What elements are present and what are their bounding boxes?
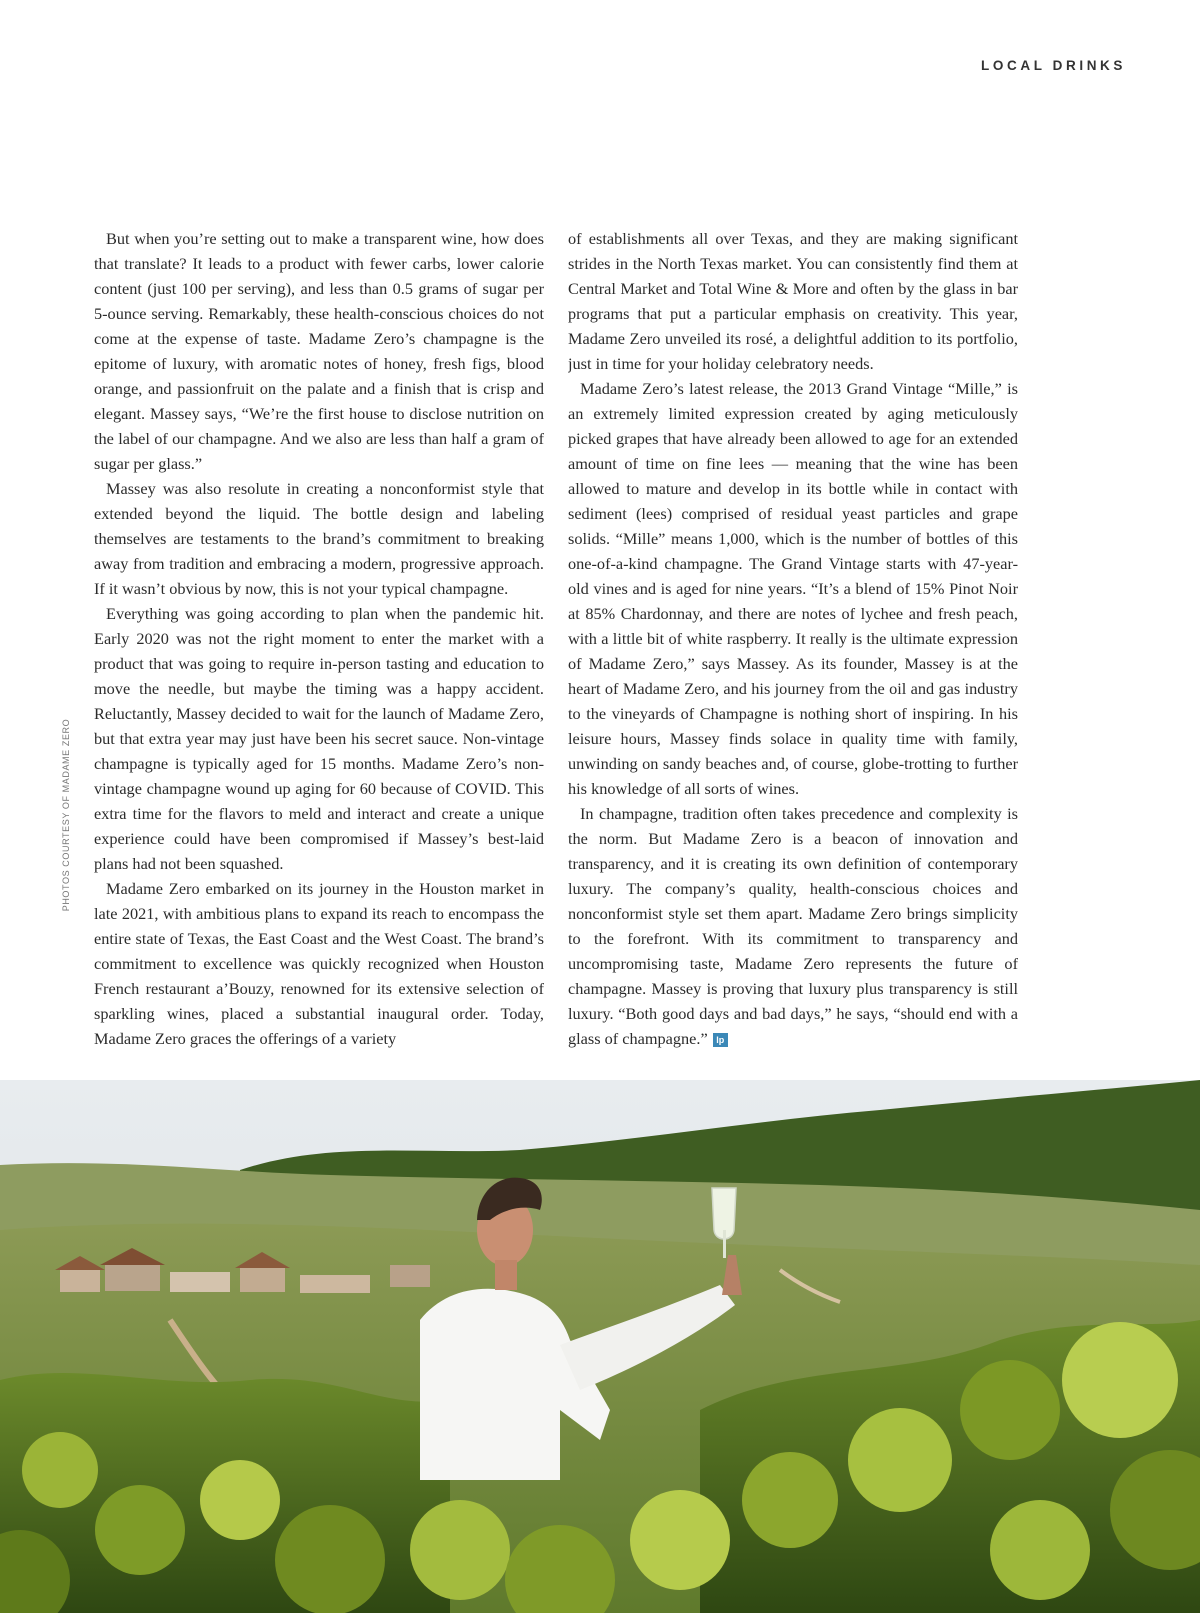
section-label: LOCAL DRINKS — [981, 58, 1126, 73]
article-column-1 — [94, 226, 544, 1052]
paragraph: Madame Zero’s latest release, the 2013 Grand Vintage “Mille,” is an extremely limited expression created by aging meticulously picked grapes that have already been allowed to age for an extended amount of time on fine lees — meaning that the wine has been allowed to mature and develop in its bottle while in contact with sediment (lees) comprised of residual yeast particles and grape solids. “Mille” means 1,000, which is the number of bottles of this one-of-a-kind champagne. The Grand Vintage starts with 47-year-old vines and is aged for nine years. “It’s a blend of 15% Pinot Noir at 85% Chardonnay, and there are notes of lychee and fresh peach, with a little bit of white raspberry. It really is the ultimate expression of Madame Zero,” says Massey. As its founder, Massey is at the heart of Madame Zero, and his journey from the oil and gas industry to the vineyards of Champagne is nothing short of inspiring. In his leisure hours, Massey finds solace in quality time with family, unwinding on sandy beaches and, of course, globe-trotting to further his knowledge of all sorts of wines. — [568, 379, 1018, 798]
paragraph — [568, 801, 1018, 1051]
photo-credit: PHOTOS COURTESY OF MADAME ZERO — [61, 718, 71, 912]
paragraph-text: In champagne, tradition often takes precedence and complexity is the norm. But Madame Zero is a beacon of innovation and transparency, and it is creating its own definition of contemporary luxury. The company’s quality, health-conscious choices and nonconformist style set them apart. Madame Zero brings simplicity to the forefront. With its commitment to transparency and uncompromising taste, Madame Zero represents the future of champagne. Massey is proving that luxury plus transparency is still luxury. “Both good days and bad days,” he says, “should end with a glass of champagne.” — [568, 804, 1018, 1048]
end-mark-icon: lp — [713, 1033, 728, 1047]
paragraph: But when you’re setting out to make a transparent wine, how does that translate? It leads to a product with fewer carbs, lower calorie content (just 100 per serving), and less than 0.5 grams of sugar per 5-ounce serving. Remarkably, these health-conscious choices do not come at the expense of taste. Madame Zero’s champagne is the epitome of luxury, with aromatic notes of honey, fresh figs, blood orange, and passionfruit on the palate and a finish that is crisp and elegant. Massey says, “We’re the first house to disclose nutrition on the label of our champagne. And we also are less than half a gram of sugar per glass.” — [94, 229, 544, 473]
article-column-2 — [568, 226, 1018, 1052]
paragraph: Madame Zero embarked on its journey in the Houston market in late 2021, with ambitious plans to expand its reach to encompass the entire state of Texas, the East Coast and the West Coast. The brand’s commitment to excellence was quickly recognized when Houston French restaurant a’Bouzy, renowned for its extensive selection of sparkling wines, placed a substantial inaugural order. Today, Madame Zero graces the offerings of a variety — [94, 879, 544, 1048]
article-body — [94, 226, 1018, 1052]
vineyard-photo — [0, 1080, 1200, 1613]
paragraph: Everything was going according to plan when the pandemic hit. Early 2020 was not the right moment to enter the market with a product that was going to require in-person tasting and education to move the needle, but maybe the timing was a happy accident. Reluctantly, Massey decided to wait for the launch of Madame Zero, but that extra year may just have been his secret sauce. Non-vintage champagne is typically aged for 15 months. Madame Zero’s non-vintage champagne wound up aging for 60 because of COVID. This extra time for the flavors to meld and interact and create a unique experience could have been compromised if Massey’s best-laid plans had not been squashed. — [94, 604, 544, 873]
paragraph: of establishments all over Texas, and they are making significant strides in the North Texas market. You can consistently find them at Central Market and Total Wine & More and often by the glass in bar programs that put a particular emphasis on creativity. This year, Madame Zero unveiled its rosé, a delightful addition to its portfolio, just in time for your holiday celebratory needs. — [568, 229, 1018, 373]
paragraph: Massey was also resolute in creating a nonconformist style that extended beyond the liquid. The bottle design and labeling themselves are testaments to the brand’s commitment to breaking away from tradition and embracing a modern, progressive approach. If it wasn’t obvious by now, this is not your typical champagne. — [94, 479, 544, 598]
